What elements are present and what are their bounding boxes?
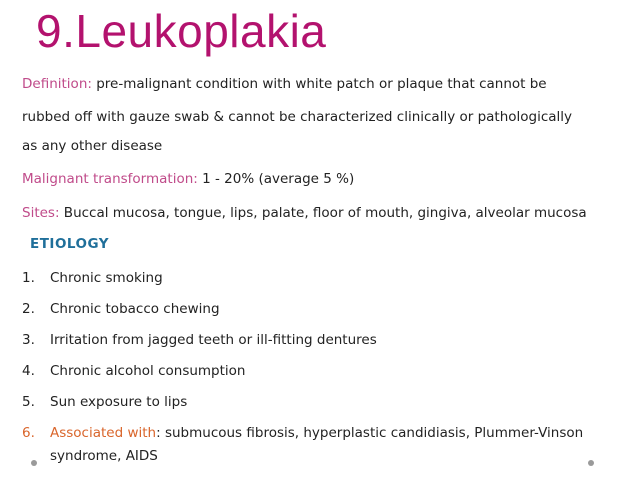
list-item: Irritation from jagged teeth or ill-fitting dentures <box>50 332 377 348</box>
list-item-number: 1. <box>22 270 35 286</box>
slide-title: 9.Leukoplakia <box>36 5 327 57</box>
sites-label: Sites: <box>22 205 60 221</box>
list-item-associated <box>50 425 583 441</box>
malignant-value: 1 - 20% (average 5 %) <box>197 171 355 187</box>
definition-line-3: as any other disease <box>22 138 163 154</box>
list-item: Chronic tobacco chewing <box>50 301 220 317</box>
definition-label: Definition: <box>22 76 92 92</box>
list-item-number: 4. <box>22 363 35 379</box>
etiology-heading: ETIOLOGY <box>30 236 110 252</box>
list-item-number: 5. <box>22 394 35 410</box>
associated-text-continued: syndrome, AIDS <box>50 448 158 464</box>
malignant-label: Malignant transformation: <box>22 171 198 187</box>
sites <box>22 207 587 221</box>
list-item-number: 2. <box>22 301 35 317</box>
bullet-dot-right <box>588 460 594 466</box>
malignant-transformation <box>22 173 354 187</box>
definition-text-1: pre-malignant condition with white patch or plaque that cannot be <box>91 76 547 92</box>
associated-label: Associated with <box>50 425 157 441</box>
list-item: Sun exposure to lips <box>50 394 188 410</box>
definition-line-2: rubbed off with gauze swab & cannot be characterized clinically or pathologically <box>22 109 573 125</box>
definition-line-1 <box>22 78 547 92</box>
list-item-number: 3. <box>22 332 35 348</box>
sites-value: Buccal mucosa, tongue, lips, palate, floor of mouth, gingiva, alveolar mucosa <box>59 205 587 221</box>
list-item: Chronic alcohol consumption <box>50 363 246 379</box>
bullet-dot-left <box>31 460 37 466</box>
list-item-number: 6. <box>22 425 35 441</box>
list-item: Chronic smoking <box>50 270 163 286</box>
associated-text: : submucous fibrosis, hyperplastic candidiasis, Plummer-Vinson <box>156 425 584 441</box>
